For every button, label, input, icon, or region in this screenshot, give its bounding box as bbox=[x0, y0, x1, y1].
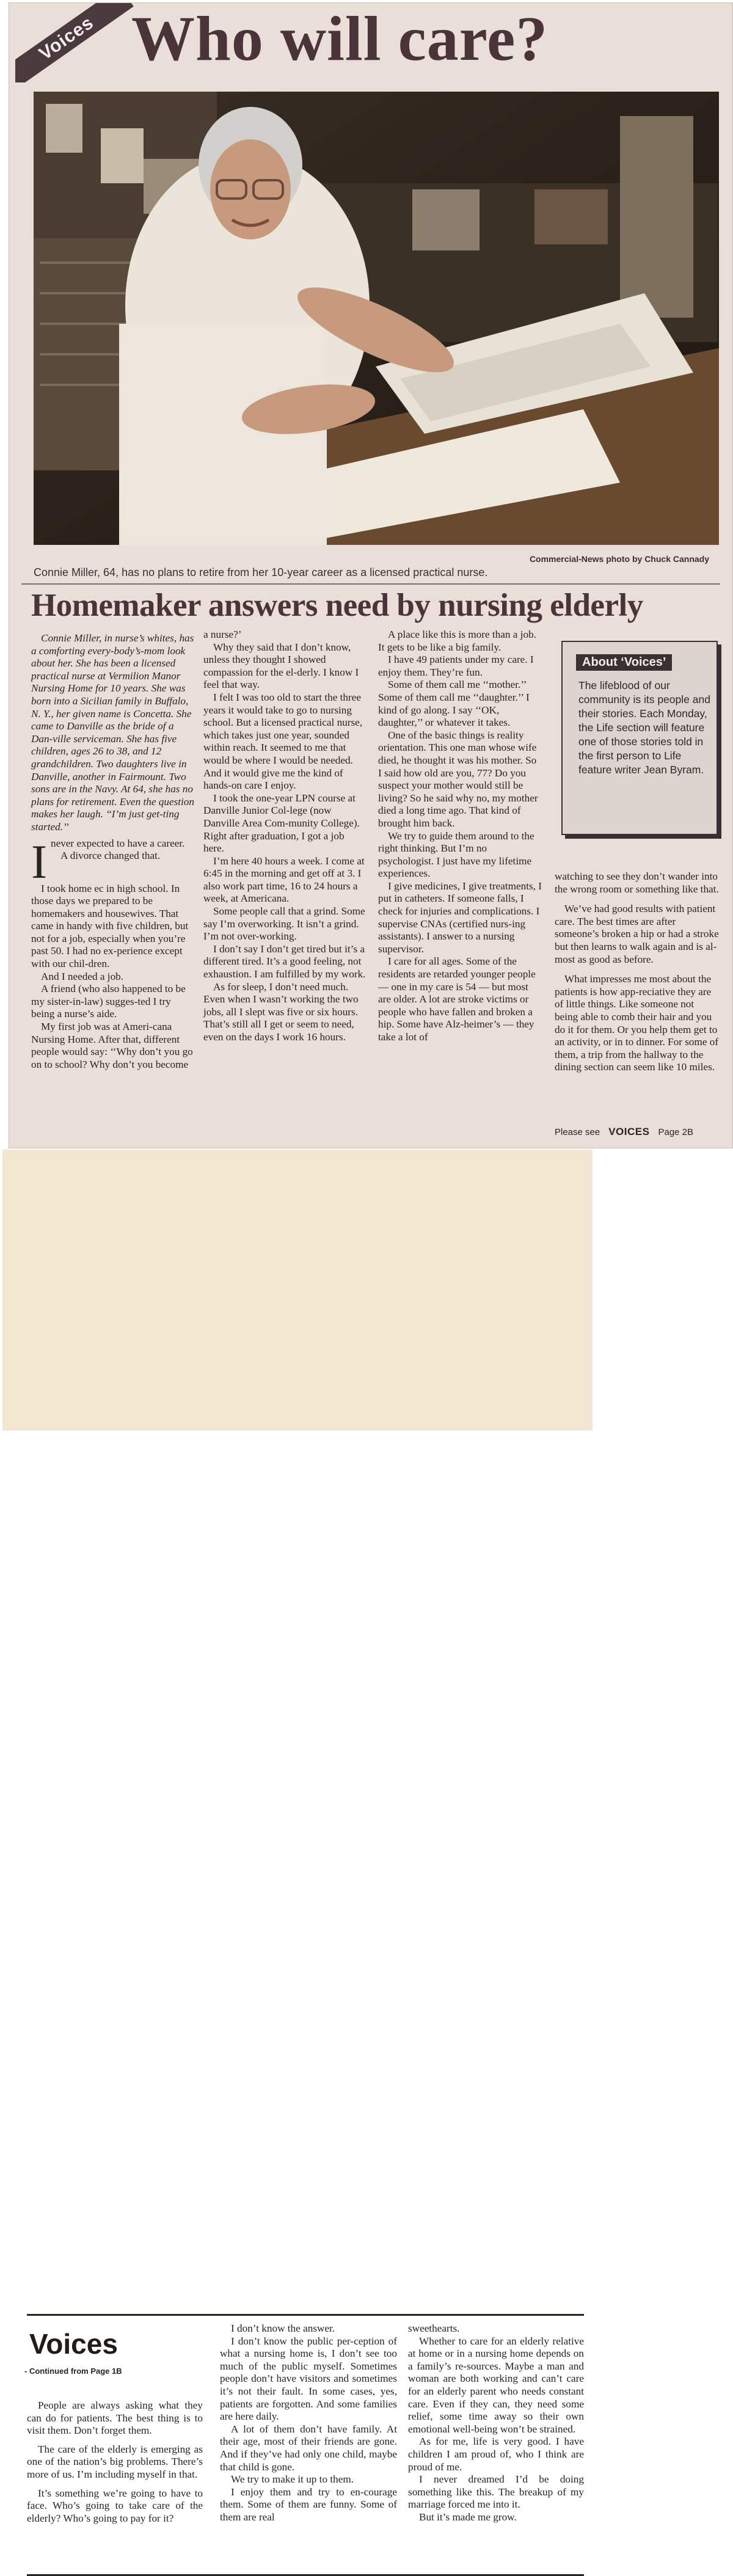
paragraph: The care of the elderly is emerging as one of the nation’s big problems. There’s more of us. I’m including myself in that. bbox=[27, 2443, 203, 2480]
paragraph: What impresses me most about the patients is how app-reciative they are of little things. Like someone not being able to comb their hair and you do it for them. Or you help them get to an activity, or in to dinner. For some of them, a trip from the hallway to the dining section can seem like 10 miles. bbox=[555, 973, 719, 1073]
continuation-column-2 bbox=[220, 2322, 397, 2524]
paragraph: But it’s made me grow. bbox=[419, 2511, 517, 2523]
paragraph: It’s something we’re going to have to face. Who’s going to take care of the elderly? Who’s going to pay for it? bbox=[27, 2487, 203, 2524]
paragraph: A friend (who also happened to be my sister-in-law) sugges-ted I try being a nurse’s aide. bbox=[31, 983, 186, 1020]
paragraph: I felt I was too old to start the three years it would take to go to nursing school. But a licensed practical nurse, which takes just one year, sounded within reach. It seemed to me that would be where I would be needed. And it would give me the kind of hands-on care I enjoy. bbox=[203, 691, 363, 792]
article-column-3 bbox=[378, 629, 542, 1044]
paragraph: I took home ec in high school. In those days we prepared to be homemakers and housewives. That came in handy with five children, but not for a job, especially when you’re past 50. I had no ex-perience except with our chil-dren. bbox=[31, 882, 189, 970]
continuation-title: Voices bbox=[29, 2328, 118, 2360]
paragraph: I give medicines, I give treatments, I put in catheters. If someone falls, I check for injuries and complications. I supervise CNAs (certified nurs-ing assistants). I answer to a nursing supervisor. bbox=[378, 880, 542, 955]
paragraph: I enjoy them and try to en-courage them. Some of them are funny. Some of them are real bbox=[220, 2486, 397, 2523]
paragraph: Whether to care for an elderly relative at home or in a nursing home depends on a family’s re-sources. Maybe a man and woman are both working and can’t care for an elderly parent who needs constant care. Even if they can, they need some relief, some time away so their own emotional well-being won’t be strained. bbox=[408, 2335, 584, 2435]
paragraph: And I needed a job. bbox=[41, 970, 124, 982]
paragraph: watching to see they don’t wander into the wrong room or something like that. bbox=[555, 870, 719, 895]
paragraph: I don’t say I don’t get tired but it’s a different tired. It’s a good feeling, not exhaustion. I am fulfilled by my work. bbox=[203, 943, 366, 980]
voices-banner: Voices bbox=[15, 3, 134, 82]
paragraph: I don’t know the public per-ception of what a nursing home is, I don’t see too much of the public myself. Sometimes people don’t have visitors and sometimes it’s not their fault. In some cases, yes, patients are forgotten. And some families are here daily. bbox=[220, 2335, 397, 2423]
continuation-column-3 bbox=[408, 2322, 584, 2524]
headline: Who will care? bbox=[131, 4, 549, 74]
paragraph: A divorce changed that. bbox=[60, 850, 161, 862]
paragraph: sweethearts. bbox=[408, 2322, 460, 2334]
photo-credit: Commercial-News photo by Chuck Cannady bbox=[529, 554, 709, 564]
continuation-clipping bbox=[2, 1150, 593, 2524]
front-page-clipping bbox=[9, 2, 733, 1148]
paragraph: I don’t know the answer. bbox=[231, 2322, 335, 2334]
paragraph: As for sleep, I don’t need much. Even when I wasn’t working the two jobs, all I slept was five or six hours. That’s still all I get or seem to need, even on the days I work 16 hours. bbox=[203, 980, 359, 1043]
opening-paragraph: Inever expected to have a career. bbox=[31, 834, 185, 888]
paragraph: I’m here 40 hours a week. I come at 6:45 in the morning and get off at 3. I also work part time, 16 to 24 hours a week, at Americana. bbox=[203, 855, 365, 905]
paragraph: We’ve had good results with patient care. The best times are after someone’s broken a hip or had a stroke but then learns to walk again and is al-most as good as before. bbox=[555, 903, 719, 965]
paragraph: Why they said that I don’t know, unless they thought I showed compassion for the el-derly. I know I feel that way. bbox=[203, 641, 359, 691]
nurse-at-desk-image bbox=[34, 92, 719, 545]
paragraph: A lot of them don’t have family. At their age, most of their friends are gone. And if they’ve had only one child, maybe that child is gone. bbox=[220, 2423, 397, 2473]
paragraph: Some people call that a grind. Some say I’m overworking. It isn’t a grind. I’m not over-working. bbox=[203, 905, 365, 943]
subheadline: Homemaker answers need by nursing elderly bbox=[31, 588, 643, 623]
intro-italic: Connie Miller, in nurse’s whites, has a comforting every-body’s-mom look about her. She has been a licensed practical nurse at Vermilion Manor Nursing Home for 10 years. She was born into a Sicilian family in Buffalo, N. Y., her given name is Concetta. She came to Danville as the bride of a Dan-ville serviceman. She has five children, ages 26 to 38, and 12 grandchildren. Two daughters live in Danville, another in Fairmount. Two sons are in the Navy. At 64, she has no plans for retirement. Even the question makes her laugh. ‘‘I’m just get-ting started.’’ bbox=[31, 632, 194, 833]
paragraph: We try to guide them around to the right thinking. But I’m no psychologist. I just have my lifetime experiences. bbox=[378, 830, 534, 880]
drop-cap: I bbox=[31, 834, 47, 888]
portrait-photo bbox=[34, 92, 719, 545]
paragraph: Some of them call me ‘‘mother.’’ Some of them call me ‘‘daughter.’’ I kind of go along. I say ‘‘OK, daughter,’’ or whatever it takes. bbox=[378, 679, 530, 729]
jump-line: Please see VOICES Page 2B bbox=[555, 1126, 694, 1137]
paragraph: a nurse?’ bbox=[203, 629, 242, 640]
jump-keyword: VOICES bbox=[608, 1126, 650, 1137]
paragraph: I never dreamed I’d be doing something like this. The breakup of my marriage forced me into it. bbox=[408, 2473, 584, 2511]
article-column-1 bbox=[31, 632, 195, 1071]
paragraph: One of the basic things is reality orientation. This one man whose wife died, he thought it was his mother. So I said how old are you, 77? Do you suspect your mother would still be living? So he said why no, my mother died a long time ago. That kind of brought him back. bbox=[378, 729, 538, 829]
continuation-column-1 bbox=[27, 2399, 203, 2525]
paragraph: People are always asking what they can do for patients. The best thing is to visit them. Don’t forget them. bbox=[27, 2399, 203, 2437]
about-body: The lifeblood of our community is its people and their stories. Each Monday, the Life section will feature one of those stories told in the first person to Life feature writer Jean Byram. bbox=[578, 679, 710, 776]
paragraph: I have 49 patients under my care. I enjoy them. They’re fun. bbox=[378, 654, 534, 678]
voices-ribbon bbox=[15, 3, 137, 82]
paragraph: A place like this is more than a job. It gets to be like a big family. bbox=[378, 629, 536, 653]
paragraph: As for me, life is very good. I have children I am proud of, who I think are proud of me. bbox=[408, 2436, 584, 2473]
about-title: About ‘Voices’ bbox=[576, 654, 672, 671]
photo-caption: Connie Miller, 64, has no plans to retire from her 10-year career as a licensed practical nurse. bbox=[34, 566, 488, 578]
divider bbox=[21, 583, 720, 585]
paragraph: I took the one-year LPN course at Danville Junior Col-lege (now Danville Area Com-munity College). Right after graduation, I got a job here. bbox=[203, 792, 360, 855]
top-rule bbox=[27, 2314, 584, 2316]
article-column-2 bbox=[203, 629, 367, 1044]
about-voices-box bbox=[561, 641, 718, 835]
continued-from: - Continued from Page 1B bbox=[24, 2366, 122, 2376]
paragraph: My first job was at Ameri-cana Nursing Home. After that, different people would say: ‘‘Why don’t you go on to school? Why don’t you become bbox=[31, 1021, 193, 1070]
paragraph: I care for all ages. Some of the residents are retarded younger people — one in my care is 54 — but most are older. A lot are stroke victims or people who have fallen and broken a hip. Some have Alz-heimer’s — they take a lot of bbox=[378, 955, 536, 1043]
article-column-4 bbox=[555, 870, 720, 1074]
paragraph: We try to make it up to them. bbox=[231, 2473, 354, 2486]
